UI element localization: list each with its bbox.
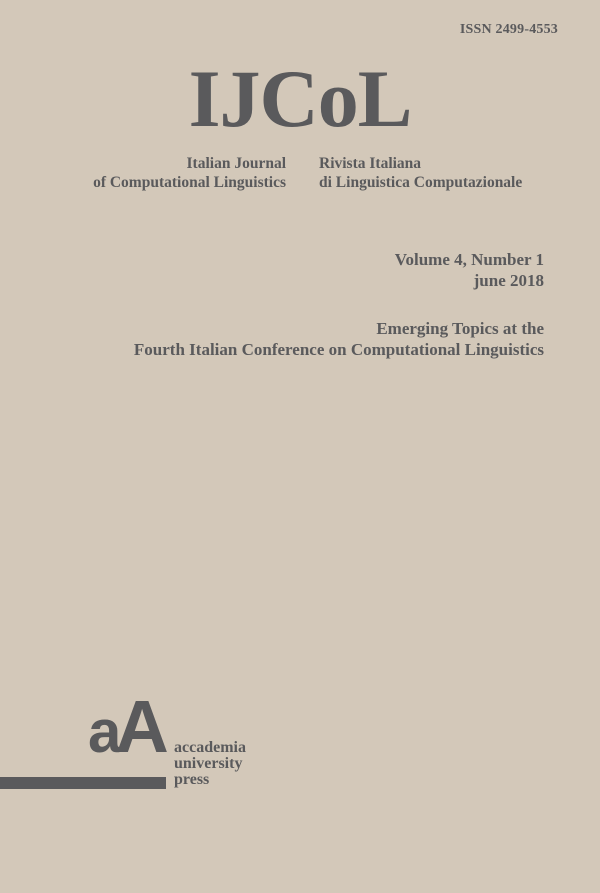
publisher-name — [174, 740, 246, 788]
volume-number: Volume 4, Number 1 — [394, 250, 544, 269]
publisher-logo-big-a: A — [115, 685, 163, 768]
publisher-logo-bar — [0, 777, 166, 789]
publisher-logo-mark — [88, 685, 163, 768]
publisher-logo-small-a: a — [88, 698, 116, 765]
issn-number: ISSN 2499-4553 — [459, 22, 558, 37]
topic-line-1: Emerging Topics at the — [376, 319, 544, 338]
subtitle-italian-line-1: Rivista Italiana — [319, 155, 422, 172]
journal-subtitle-italian — [319, 154, 522, 192]
publisher-name-line-2: university — [174, 755, 243, 772]
subtitle-english-line-2: of Computational Linguistics — [93, 174, 286, 191]
subtitle-english-line-1: Italian Journal — [186, 155, 286, 172]
subtitle-italian-line-2: di Linguistica Computazionale — [319, 174, 523, 191]
issue-topic — [134, 318, 544, 360]
topic-line-2: Fourth Italian Conference on Computational Linguistics — [133, 340, 544, 359]
publisher-name-line-3: press — [174, 771, 210, 788]
journal-title: IJCoL — [188, 53, 412, 144]
publisher-name-line-1: accademia — [174, 739, 246, 756]
journal-subtitle-english — [93, 154, 286, 192]
issue-date: june 2018 — [473, 271, 544, 290]
issue-info — [395, 249, 544, 291]
